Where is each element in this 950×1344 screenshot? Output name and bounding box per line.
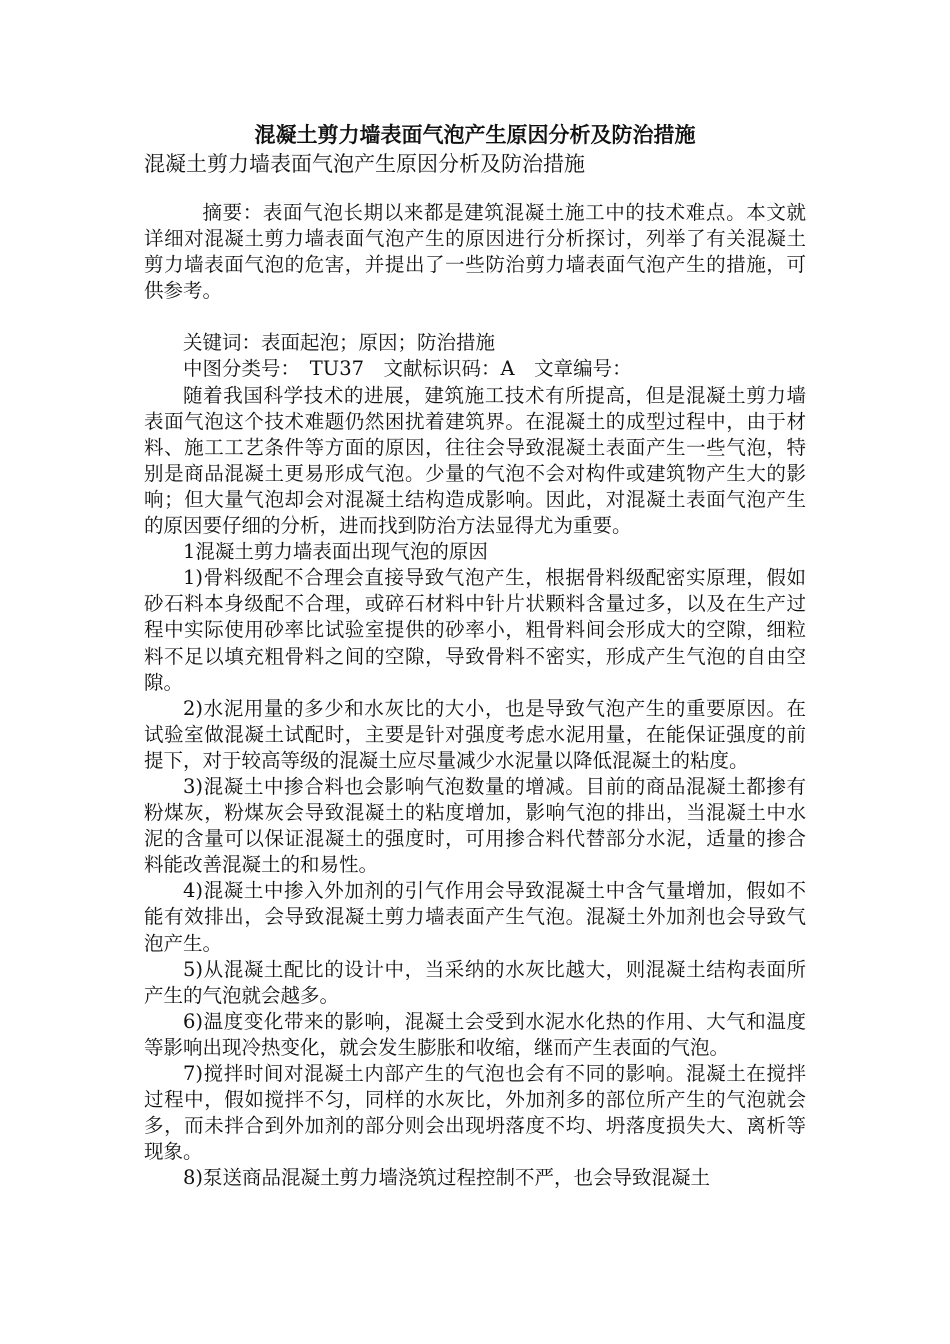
section-heading: 1混凝土剪力墙表面出现气泡的原因	[183, 540, 488, 564]
cause-item-7: 7)搅拌时间对混凝土内部产生的气泡也会有不同的影响。混凝土在搅拌过程中，假如搅拌不匀，同样的水灰比，外加剂多的部位所产生的气泡就会多，而未拌合到外加剂的部分则会出现坍落度不均、坍落度损失大、离析等现象。	[144, 1062, 806, 1164]
cause-item-8: 8)泵送商品混凝土剪力墙浇筑过程控制不严，也会导致混凝土	[183, 1166, 711, 1190]
cause-item-6: 6)温度变化带来的影响，混凝土会受到水泥水化热的作用、大气和温度等影响出现冷热变化，就会发生膨胀和收缩，继而产生表面的气泡。	[144, 1009, 806, 1059]
keywords-line: 关键词：表面起泡；原因；防治措施	[183, 331, 496, 355]
cause-item-2: 2)水泥用量的多少和水灰比的大小，也是导致气泡产生的重要原因。在试验室做混凝土试配时，主要是针对强度考虑水泥用量，在能保证强度的前提下，对于较高等级的混凝土应尽量减少水泥量以降低混凝土的粘度。	[144, 696, 806, 772]
cause-item-3: 3)混凝土中掺合料也会影响气泡数量的增减。目前的商品混凝土都掺有粉煤灰，粉煤灰会导致混凝土的粘度增加，影响气泡的排出，当混凝土中水泥的含量可以保证混凝土的强度时，可用掺合料代替部分水泥，适量的掺合料能改善混凝土的和易性。	[144, 774, 806, 877]
intro-paragraph: 随着我国科学技术的进展，建筑施工技术有所提高，但是混凝土剪力墙表面气泡这个技术难题仍然困扰着建筑界。在混凝土的成型过程中，由于材料、施工工艺条件等方面的原因，往往会导致混凝土表面产生一些气泡，特别是商品混凝土更易形成气泡。少量的气泡不会对构件或建筑物产生大的影响；但大量气泡却会对混凝土结构造成影响。因此，对混凝土表面气泡产生的原因要仔细的分析，进而找到防治方法显得尤为重要。	[144, 383, 806, 538]
classification-line: 中图分类号： TU37 文献标识码：A 文章编号：	[183, 357, 632, 381]
document-body	[144, 200, 806, 1191]
document-title: 混凝土剪力墙表面气泡产生原因分析及防治措施	[254, 122, 696, 147]
blank-line	[144, 304, 806, 330]
cause-item-4: 4)混凝土中掺入外加剂的引气作用会导致混凝土中含气量增加，假如不能有效排出，会导致混凝土剪力墙表面产生气泡。混凝土外加剂也会导致气泡产生。	[144, 879, 806, 955]
document-subtitle: 混凝土剪力墙表面气泡产生原因分析及防治措施	[144, 152, 585, 176]
cause-item-1: 1)骨料级配不合理会直接导致气泡产生，根据骨料级配密实原理，假如砂石料本身级配不合理，或碎石材料中针片状颗料含量过多，以及在生产过程中实际使用砂率比试验室提供的砂率小，粗骨料间会形成大的空隙，细粒料不足以填充粗骨料之间的空隙，导致骨料不密实，形成产生气泡的自由空隙。	[144, 566, 806, 694]
abstract-paragraph: 摘要：表面气泡长期以来都是建筑混凝土施工中的技术难点。本文就详细对混凝土剪力墙表面气泡产生的原因进行分析探讨，列举了有关混凝土剪力墙表面气泡的危害，并提出了一些防治剪力墙表面气泡产生的措施，可供参考。	[144, 201, 806, 303]
cause-item-5: 5)从混凝土配比的设计中，当采纳的水灰比越大，则混凝土结构表面所产生的气泡就会越多。	[144, 957, 806, 1007]
